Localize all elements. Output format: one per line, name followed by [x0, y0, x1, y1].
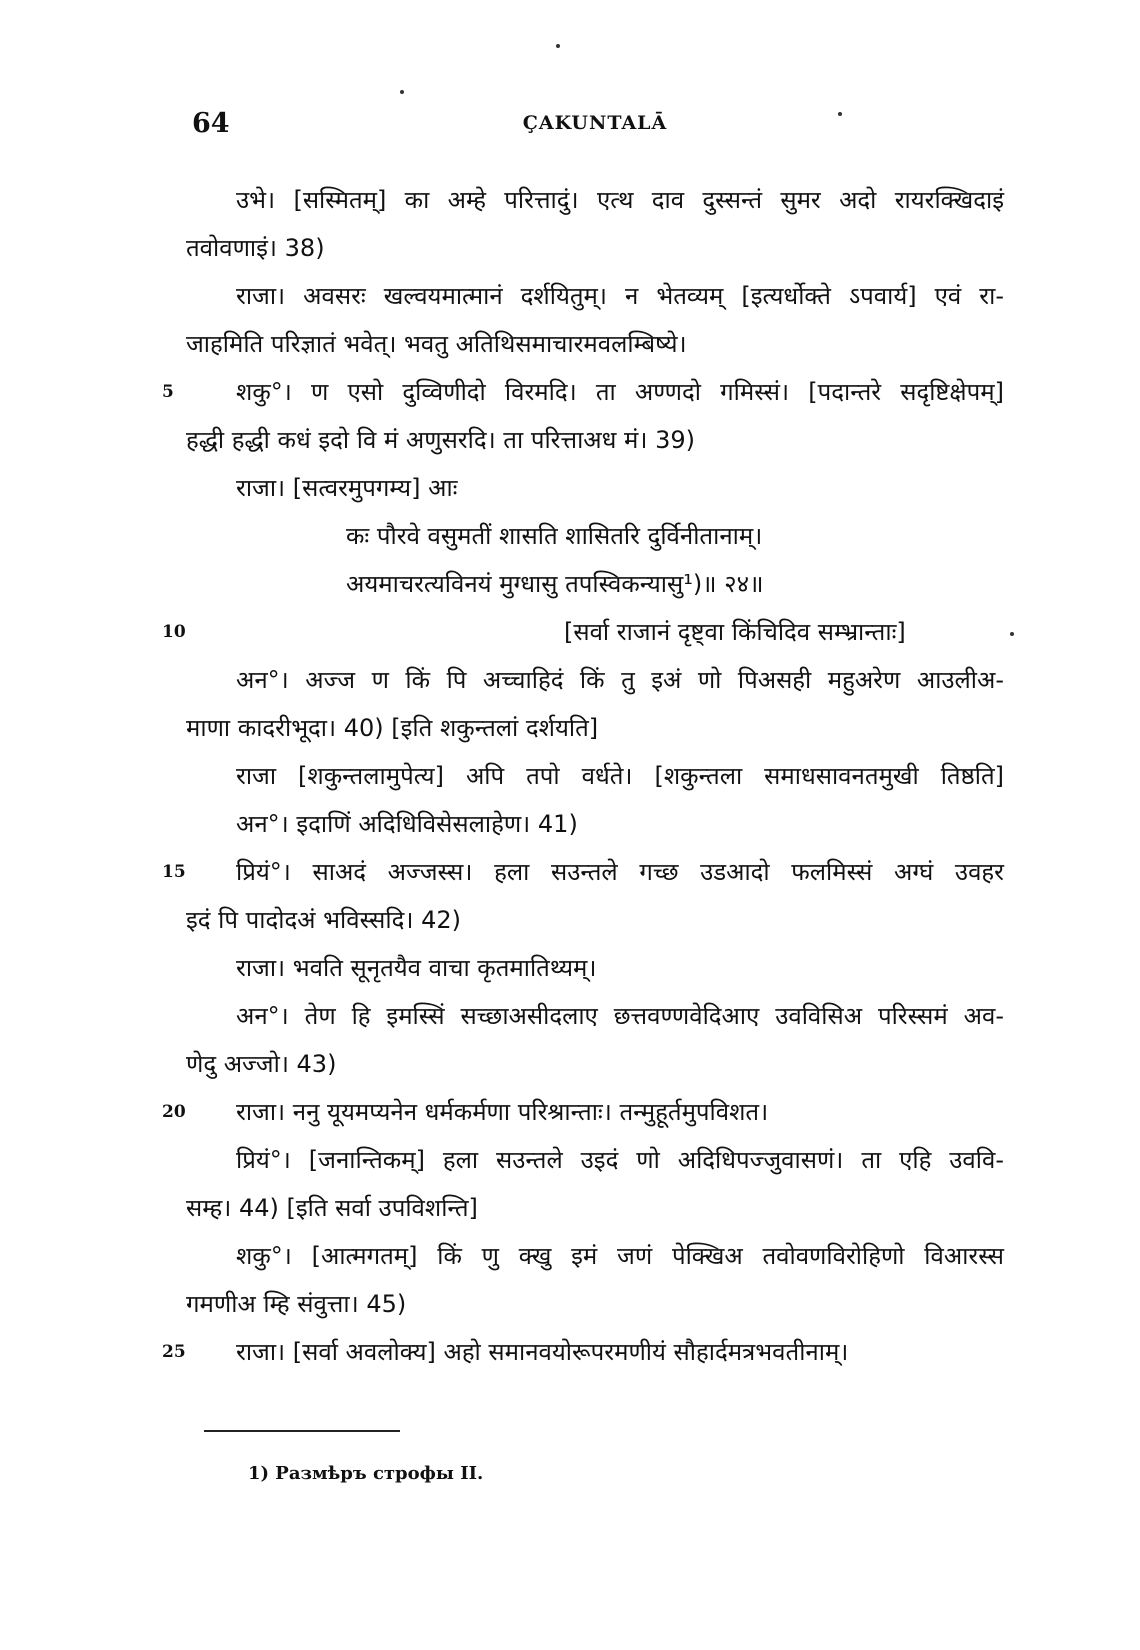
line-text: शकु°। ण एसो दुव्विणीदो विरमदि। ता अण्णदो गमिस्सं। [पदान्तरे सदृष्टिक्षेपम्] [236, 378, 1004, 406]
line-text: तवोवणाइं। 38) [186, 234, 325, 262]
text-line [186, 1040, 1004, 1088]
running-title: ÇAKUNTALĀ [522, 112, 668, 134]
line-text: गमणीअ म्हि संवुत्ता। 45) [186, 1290, 407, 1318]
text-line [186, 992, 1004, 1040]
line-text: अयमाचरत्यविनयं मुग्धासु तपस्विकन्यासु¹)॥ २४॥ [346, 570, 764, 598]
page-number: 64 [192, 108, 230, 139]
text-line [186, 320, 1004, 368]
print-speck [1010, 632, 1014, 636]
line-text: राजा। ननु यूयमप्यनेन धर्मकर्मणा परिश्रान्ताः। तन्मुहूर्तमुपविशत। [236, 1098, 769, 1126]
line-text: प्रियं°। [जनान्तिकम्] हला सउन्तले उइदं णो अदिधिपज्जुवासणं। ता एहि उववि- [236, 1146, 1004, 1174]
text-line [186, 752, 1004, 800]
text-line [186, 512, 1004, 560]
line-text: माणा कादरीभूदा। 40) [इति शकुन्तलां दर्शयति] [186, 714, 599, 742]
line-text: राजा। अवसरः खल्वयमात्मानं दर्शयितुम्। न भेतव्यम् [इत्यर्धोक्ते ऽपवार्य] एवं रा- [236, 282, 1004, 310]
line-text: शकु°। [आत्मगतम्] किं णु क्खु इमं जणं पेक्खिअ तवोवणविरोहिणो विआरस्स [236, 1242, 1004, 1270]
text-line [186, 1280, 1004, 1328]
page-header [190, 108, 1000, 148]
line-text: जाहमिति परिज्ञातं भवेत्। भवतु अतिथिसमाचारमवलम्बिष्ये। [186, 330, 687, 358]
text-line [186, 1184, 1004, 1232]
text-line [162, 1328, 1004, 1376]
text-line [186, 704, 1004, 752]
text-line [162, 608, 1004, 656]
text-line [186, 944, 1004, 992]
text-line [186, 800, 1004, 848]
text-line [186, 1232, 1004, 1280]
line-text: सम्ह। 44) [इति सर्वा उपविशन्ति] [186, 1194, 478, 1222]
line-text: प्रियं°। साअदं अज्जस्स। हला सउन्तले गच्छ उडआदो फलमिस्सं अग्घं उवहर [236, 858, 1004, 886]
text-line [186, 560, 1004, 608]
line-text: अन°। अज्ज ण किं पि अच्चाहिदं किं तु इअं णो पिअसही महुअरेण आउलीअ- [236, 666, 1004, 694]
text-line [162, 368, 1004, 416]
line-text: राजा। [सर्वा अवलोक्य] अहो समानवयोरूपरमणीयं सौहार्दमत्रभवतीनाम्। [236, 1338, 849, 1366]
text-line [186, 464, 1004, 512]
line-text: णेदु अज्जो। 43) [186, 1050, 337, 1078]
line-text: कः पौरवे वसुमतीं शासति शासितरि दुर्विनीतानाम्। [346, 522, 763, 550]
print-speck [556, 44, 560, 48]
text-line [186, 656, 1004, 704]
text-line [186, 416, 1004, 464]
text-line [186, 896, 1004, 944]
footnote: 1) Размѣръ строфы II. [248, 1463, 484, 1484]
line-text: राजा [शकुन्तलामुपेत्य] अपि तपो वर्धते। [शकुन्तला समाधसावनतमुखी तिष्ठति] [236, 762, 1004, 790]
text-line [186, 176, 1004, 224]
line-number: 20 [162, 1102, 186, 1122]
print-speck [838, 112, 842, 116]
line-text: [सर्वा राजानं दृष्ट्वा किंचिदिव सम्भ्रान्ताः] [564, 618, 906, 646]
print-speck [400, 90, 404, 94]
line-text: उभे। [सस्मितम्] का अम्हे परित्तादुं। एत्थ दाव दुस्सन्तं सुमर अदो रायरक्खिदाइं [236, 186, 1004, 214]
footnote-divider [204, 1430, 400, 1432]
text-line [162, 848, 1004, 896]
line-text: राजा। भवति सूनृतयैव वाचा कृतमातिथ्यम्। [236, 954, 597, 982]
line-text: अन°। तेण हि इमस्सिं सच्छाअसीदलाए छत्तवण्णवेदिआए उवविसिअ परिस्समं अव- [236, 1002, 1004, 1030]
line-number: 10 [162, 622, 186, 642]
line-number: 5 [162, 382, 174, 402]
line-text: हद्धी हद्धी कधं इदो वि मं अणुसरदि। ता परित्ताअध मं। 39) [186, 426, 695, 454]
text-line [162, 1088, 1004, 1136]
text-line [186, 224, 1004, 272]
line-text: अन°। इदाणिं अदिधिविसेसलाहेण। 41) [236, 810, 578, 838]
line-text: इदं पि पादोदअं भविस्सदि। 42) [186, 906, 461, 934]
line-number: 25 [162, 1342, 186, 1362]
text-line [186, 272, 1004, 320]
text-body [162, 176, 1004, 1376]
line-number: 15 [162, 862, 186, 882]
line-text: राजा। [सत्वरमुपगम्य] आः [236, 474, 458, 502]
text-line [186, 1136, 1004, 1184]
